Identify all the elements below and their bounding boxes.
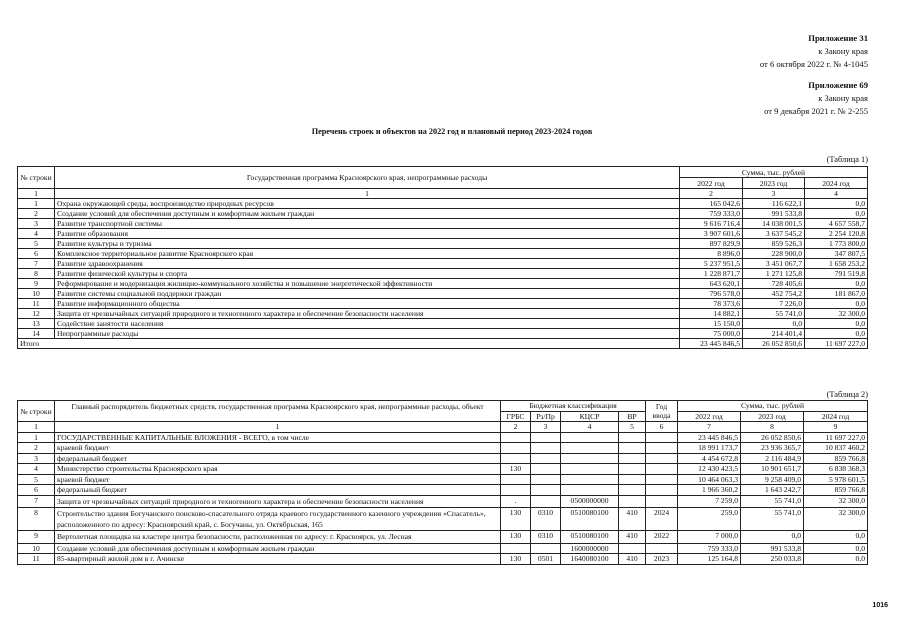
annex-69-title: Приложение 69: [808, 80, 868, 90]
table1-cell-y2022: 165 042,6: [680, 199, 743, 209]
table2-index-cell: 9: [804, 422, 868, 433]
table2-cell-n: 6: [18, 485, 55, 496]
table2-row: [18, 508, 868, 531]
table1-row: [18, 239, 868, 249]
table1-cell-n: 11: [18, 299, 55, 309]
table2-cell-grbs: [501, 453, 531, 464]
table2-cell-year: 2024: [646, 508, 678, 531]
table2-cell-name: федеральный бюджет: [55, 485, 501, 496]
table2-cell-n: 8: [18, 508, 55, 531]
table1-row: [18, 259, 868, 269]
table1-cell-y2022: 78 373,6: [680, 299, 743, 309]
table1-cell-y2023: 3 637 545,2: [743, 229, 805, 239]
table1-row: [18, 309, 868, 319]
table2-cell-grbs: [501, 543, 531, 554]
table2-cell-grbs: 130: [501, 508, 531, 531]
table2-cell-y2023: 0,0: [741, 531, 804, 544]
table2-row: [18, 531, 868, 544]
table2-row: [18, 432, 868, 443]
table2-cell-year: 2022: [646, 531, 678, 544]
table1-row: [18, 269, 868, 279]
table1-cell-n: 8: [18, 269, 55, 279]
table1-cell-name: Создание условий для обеспечения доступным и комфортным жильем граждан: [55, 209, 680, 219]
table1-cell-y2023: 452 754,2: [743, 289, 805, 299]
table1-cell-y2022: 15 150,0: [680, 319, 743, 329]
table2-header-num: № строки: [18, 401, 55, 422]
table2-cell-y2023: 2 116 484,9: [741, 453, 804, 464]
table1-cell-y2022: 75 000,0: [680, 329, 743, 339]
table1-cell-name: Развитие системы социальной поддержки граждан: [55, 289, 680, 299]
table1-cell-y2024: 181 867,0: [805, 289, 868, 299]
table2-cell-name: краевой бюджет: [55, 474, 501, 485]
table2-row: [18, 443, 868, 454]
table2-cell-year: [646, 453, 678, 464]
table1-header-num: № строки: [18, 167, 55, 189]
table1-cell-y2023: 7 226,0: [743, 299, 805, 309]
table2-index-cell: 2: [501, 422, 531, 433]
table2-row: [18, 485, 868, 496]
table1-index-cell: 4: [805, 189, 868, 199]
table1-row: [18, 299, 868, 309]
table2-cell-y2022: 1 966 360,2: [678, 485, 741, 496]
table1-cell-y2023: 1 271 125,8: [743, 269, 805, 279]
table2-index-cell: 1: [55, 422, 501, 433]
table2-cell-kcsr: 0510080100: [561, 508, 619, 531]
table2-cell-name: 85-квартирный жилой дом в г. Ачинске: [55, 554, 501, 565]
table2-cell-rzpr: 0310: [531, 508, 561, 531]
table2-cell-name: краевой бюджет: [55, 443, 501, 454]
table2-header-rzpr: Рз/Пр: [531, 411, 561, 422]
table2-cell-y2023: 9 258 409,0: [741, 474, 804, 485]
table1-total-row: [18, 339, 868, 349]
table1-total-y2023: 26 052 850,6: [743, 339, 805, 349]
table1-cell-n: 13: [18, 319, 55, 329]
table2-index-cell: 6: [646, 422, 678, 433]
table1-cell-n: 9: [18, 279, 55, 289]
table1-caption: (Таблица 1): [826, 155, 868, 164]
table2-cell-rzpr: [531, 453, 561, 464]
table2-cell-n: 3: [18, 453, 55, 464]
table2-cell-y2023: 23 936 365,7: [741, 443, 804, 454]
table1-cell-name: Развитие здравоохранения: [55, 259, 680, 269]
table2-row: [18, 495, 868, 508]
table2-cell-name: Строительство здания Богучанского поисково-спасательного отряда краевого государственного казенного учреждения «Спасатель», расположенного по адресу: Красноярский край, с. Богучаны, ул. Октябрьская, 165: [55, 508, 501, 531]
table2-cell-year: [646, 432, 678, 443]
table2-cell-vr: [619, 432, 646, 443]
table2-cell-y2024: 32 300,0: [804, 495, 868, 508]
table1-cell-y2024: 0,0: [805, 279, 868, 289]
annex-69-header: [764, 79, 868, 118]
table1-row: [18, 279, 868, 289]
table2-cell-y2022: 759 333,0: [678, 543, 741, 554]
document-title: Перечень строек и объектов на 2022 год и плановый период 2023-2024 годов: [311, 127, 593, 136]
table1-row: [18, 249, 868, 259]
table2-cell-grbs: [501, 443, 531, 454]
table1-cell-n: 5: [18, 239, 55, 249]
table1-cell-y2022: 759 333,0: [680, 209, 743, 219]
table1-header-amount: Сумма, тыс. рублей: [680, 167, 868, 178]
table1-cell-n: 7: [18, 259, 55, 269]
table2-index-cell: 4: [561, 422, 619, 433]
table2-cell-y2023: 55 741,0: [741, 495, 804, 508]
table1-cell-y2022: 5 237 951,5: [680, 259, 743, 269]
table2-cell-year: 2023: [646, 554, 678, 565]
table1-header-2024: 2024 год: [805, 178, 868, 189]
table2-cell-rzpr: [531, 495, 561, 508]
table2-cell-y2022: 12 430 423,5: [678, 464, 741, 475]
table2-cell-y2024: 5 978 601,5: [804, 474, 868, 485]
table1-cell-y2024: 2 254 120,8: [805, 229, 868, 239]
table2-cell-y2024: 859 766,8: [804, 485, 868, 496]
table1-cell-n: 6: [18, 249, 55, 259]
table2-cell-name: Создание условий для обеспечения доступным и комфортным жильем граждан: [55, 543, 501, 554]
table1: [17, 166, 868, 349]
table1-cell-name: Охрана окружающей среды, воспроизводство природных ресурсов: [55, 199, 680, 209]
table2-cell-grbs: [501, 474, 531, 485]
table1-cell-y2023: 991 533,8: [743, 209, 805, 219]
table2-cell-year: [646, 474, 678, 485]
table1-cell-y2023: 14 038 001,5: [743, 219, 805, 229]
table1-cell-name: Непрограммные расходы: [55, 329, 680, 339]
table1-cell-name: Развитие культуры и туризма: [55, 239, 680, 249]
table2-header-2024: 2024 год: [804, 411, 868, 422]
table1-cell-y2022: 897 829,9: [680, 239, 743, 249]
table1-cell-y2024: 791 519,8: [805, 269, 868, 279]
table2-cell-kcsr: [561, 432, 619, 443]
table2-cell-y2023: 26 052 850,6: [741, 432, 804, 443]
table2-cell-kcsr: [561, 443, 619, 454]
table1-cell-n: 12: [18, 309, 55, 319]
table1-header-program: Государственная программа Красноярского края, непрограммные расходы: [55, 167, 680, 189]
table1-total-y2022: 23 445 846,5: [680, 339, 743, 349]
table1-index-cell: 3: [743, 189, 805, 199]
table2-header-2022: 2022 год: [678, 411, 741, 422]
table1-cell-y2023: 728 405,6: [743, 279, 805, 289]
table2-cell-year: [646, 464, 678, 475]
table2-index-cell: 5: [619, 422, 646, 433]
table2-cell-n: 4: [18, 464, 55, 475]
table2-cell-year: [646, 443, 678, 454]
table2-cell-y2022: 7 259,0: [678, 495, 741, 508]
table1-row: [18, 289, 868, 299]
table2-cell-vr: [619, 464, 646, 475]
table2-cell-rzpr: 0501: [531, 554, 561, 565]
annex-31-line1: к Закону края: [818, 46, 868, 56]
table1-row: [18, 329, 868, 339]
table1-cell-y2024: 1 658 253,2: [805, 259, 868, 269]
table1-row: [18, 219, 868, 229]
table2-cell-n: 1: [18, 432, 55, 443]
table2-header-2023: 2023 год: [741, 411, 804, 422]
table2-cell-y2024: 859 766,8: [804, 453, 868, 464]
table2-cell-kcsr: [561, 474, 619, 485]
table2-row: [18, 543, 868, 554]
table1-cell-n: 2: [18, 209, 55, 219]
table2-cell-name: Вертолетная площадка на кластере центра безопасности, расположенная по адресу: г. Красноярск, ул. Лесная: [55, 531, 501, 544]
table2-cell-year: [646, 543, 678, 554]
table1-cell-name: Развитие физической культуры и спорта: [55, 269, 680, 279]
table2-cell-y2024: 0,0: [804, 554, 868, 565]
table1-cell-y2024: 0,0: [805, 209, 868, 219]
table2-cell-y2023: 10 901 651,7: [741, 464, 804, 475]
annex-31-line2: от 6 октября 2022 г. № 4-1045: [759, 59, 868, 69]
table2-cell-name: ГОСУДАРСТВЕННЫЕ КАПИТАЛЬНЫЕ ВЛОЖЕНИЯ - ВСЕГО, в том числе: [55, 432, 501, 443]
table2-cell-vr: [619, 485, 646, 496]
table2-cell-kcsr: 1600000000: [561, 543, 619, 554]
table2-cell-n: 11: [18, 554, 55, 565]
table1-header-2023: 2023 год: [743, 178, 805, 189]
table1-cell-y2024: 1 773 800,0: [805, 239, 868, 249]
table2-cell-y2024: 0,0: [804, 531, 868, 544]
table2-cell-kcsr: 0500000000: [561, 495, 619, 508]
table2-cell-vr: [619, 453, 646, 464]
table1-total-y2024: 11 697 227,0: [805, 339, 868, 349]
table2-row: [18, 453, 868, 464]
table1-cell-name: Содействие занятости населения: [55, 319, 680, 329]
table2-cell-grbs: 130: [501, 554, 531, 565]
table1-cell-name: Развитие информационного общества: [55, 299, 680, 309]
table2-index-cell: 7: [678, 422, 741, 433]
table1-cell-y2023: 0,0: [743, 319, 805, 329]
table2-cell-rzpr: 0310: [531, 531, 561, 544]
table1-cell-y2022: 9 616 716,4: [680, 219, 743, 229]
table2-cell-y2024: 11 697 227,0: [804, 432, 868, 443]
table2-cell-rzpr: [531, 543, 561, 554]
table2-cell-vr: 410: [619, 554, 646, 565]
table2-cell-rzpr: [531, 485, 561, 496]
table2-cell-y2022: 7 000,0: [678, 531, 741, 544]
table2-cell-y2023: 991 533,8: [741, 543, 804, 554]
table1-index-cell: 2: [680, 189, 743, 199]
table1-cell-y2024: 0,0: [805, 329, 868, 339]
table1-header-2022: 2022 год: [680, 178, 743, 189]
table2-cell-name: Министерство строительства Красноярского края: [55, 464, 501, 475]
table1-cell-name: Развитие образования: [55, 229, 680, 239]
table2-cell-kcsr: 0510080100: [561, 531, 619, 544]
table1-cell-n: 10: [18, 289, 55, 299]
table2-header-amount: Сумма, тыс. рублей: [678, 401, 868, 412]
table2-cell-n: 10: [18, 543, 55, 554]
table1-cell-y2024: 4 657 558,7: [805, 219, 868, 229]
table1-cell-y2024: 0,0: [805, 299, 868, 309]
table2-header-grbs: ГРБС: [501, 411, 531, 422]
table2-cell-n: 2: [18, 443, 55, 454]
table2-cell-vr: [619, 474, 646, 485]
table1-index-cell: 1: [18, 189, 55, 199]
table1-cell-n: 14: [18, 329, 55, 339]
table2-cell-year: [646, 495, 678, 508]
table1-cell-y2022: 3 907 601,6: [680, 229, 743, 239]
table2-cell-y2022: 18 991 173,7: [678, 443, 741, 454]
table1-row: [18, 319, 868, 329]
table2-cell-kcsr: [561, 464, 619, 475]
table2-cell-y2023: 250 033,8: [741, 554, 804, 565]
table2-cell-y2022: 10 464 063,3: [678, 474, 741, 485]
table1-cell-y2023: 55 741,0: [743, 309, 805, 319]
annex-31-title: Приложение 31: [808, 33, 868, 43]
table2-cell-kcsr: [561, 453, 619, 464]
table2-cell-y2022: 4 454 672,8: [678, 453, 741, 464]
table2-index-cell: 1: [18, 422, 55, 433]
annex-69-line2: от 9 декабря 2021 г. № 2-255: [764, 106, 868, 116]
table2-header-year-intro: Год ввода: [646, 401, 678, 422]
table2-cell-y2024: 10 837 460,2: [804, 443, 868, 454]
page-number: 1016: [872, 602, 888, 609]
table2-header-name: Главный распорядитель бюджетных средств, государственная программа Красноярского края, непрограммные расходы, объект: [55, 401, 501, 422]
table2-header-kcsr: КЦСР: [561, 411, 619, 422]
table2-cell-y2023: 1 643 242,7: [741, 485, 804, 496]
table2-cell-vr: [619, 543, 646, 554]
table2-caption: (Таблица 2): [826, 390, 868, 399]
table2-cell-year: [646, 485, 678, 496]
table2-cell-grbs: .: [501, 495, 531, 508]
table2-cell-grbs: 130: [501, 531, 531, 544]
table1-index-cell: 1: [55, 189, 680, 199]
table1-cell-y2022: 8 896,0: [680, 249, 743, 259]
table1-cell-name: Комплексное территориальное развитие Красноярского края: [55, 249, 680, 259]
table1-total-label: Итого: [18, 339, 680, 349]
table1-cell-y2022: 643 620,1: [680, 279, 743, 289]
table2-cell-y2023: 55 741,0: [741, 508, 804, 531]
table1-cell-y2023: 116 622,1: [743, 199, 805, 209]
table2-cell-n: 7: [18, 495, 55, 508]
table1-cell-y2024: 347 807,5: [805, 249, 868, 259]
table2-cell-rzpr: [531, 474, 561, 485]
table1-cell-y2023: 214 401,4: [743, 329, 805, 339]
table1-cell-n: 4: [18, 229, 55, 239]
table2-cell-y2022: 23 445 846,5: [678, 432, 741, 443]
table1-cell-y2023: 859 526,3: [743, 239, 805, 249]
table2-cell-y2022: 259,0: [678, 508, 741, 531]
annex-31-header: [760, 32, 868, 71]
table1-cell-y2024: 32 300,0: [805, 309, 868, 319]
table1-row: [18, 229, 868, 239]
table2-cell-y2022: 125 164,8: [678, 554, 741, 565]
table1-cell-y2022: 796 578,0: [680, 289, 743, 299]
annex-69-line1: к Закону края: [818, 93, 868, 103]
table2-cell-rzpr: [531, 443, 561, 454]
table1-cell-y2022: 14 882,1: [680, 309, 743, 319]
table2-cell-rzpr: [531, 432, 561, 443]
table2-cell-vr: 410: [619, 531, 646, 544]
table2-cell-y2024: 0,0: [804, 543, 868, 554]
table1-cell-y2024: 0,0: [805, 199, 868, 209]
table1-cell-y2023: 3 451 067,7: [743, 259, 805, 269]
table2-cell-kcsr: [561, 485, 619, 496]
table2-cell-grbs: [501, 432, 531, 443]
table2-index-row: [18, 422, 868, 433]
table2-cell-vr: [619, 495, 646, 508]
table2-cell-n: 5: [18, 474, 55, 485]
table1-cell-y2022: 1 228 871,7: [680, 269, 743, 279]
table2-cell-rzpr: [531, 464, 561, 475]
table2-cell-name: Защита от чрезвычайных ситуаций природного и техногенного характера и обеспечение безопасности населения: [55, 495, 501, 508]
table2-cell-grbs: [501, 485, 531, 496]
table2-cell-y2024: 6 838 368,3: [804, 464, 868, 475]
table1-cell-name: Реформирование и модернизация жилищно-коммунального хозяйства и повышение энергетической эффективности: [55, 279, 680, 289]
table2-cell-name: федеральный бюджет: [55, 453, 501, 464]
table2-cell-y2024: 32 300,0: [804, 508, 868, 531]
table2-header-vr: ВР: [619, 411, 646, 422]
table2-cell-vr: 410: [619, 508, 646, 531]
table1-cell-name: Развитие транспортной системы: [55, 219, 680, 229]
table2-header-budget-class: Бюджетная классификация: [501, 401, 646, 412]
table1-index-row: [18, 189, 868, 199]
table2-index-cell: 3: [531, 422, 561, 433]
table2-row: [18, 464, 868, 475]
table1-cell-y2024: 0,0: [805, 319, 868, 329]
table1-cell-n: 1: [18, 199, 55, 209]
table1-row: [18, 209, 868, 219]
table1-row: [18, 199, 868, 209]
table2: [17, 400, 868, 565]
table1-cell-y2023: 228 900,0: [743, 249, 805, 259]
table2-index-cell: 8: [741, 422, 804, 433]
table1-cell-n: 3: [18, 219, 55, 229]
table2-cell-kcsr: 1640080100: [561, 554, 619, 565]
table1-cell-name: Защита от чрезвычайных ситуаций природного и техногенного характера и обеспечение безопасности населения: [55, 309, 680, 319]
table2-cell-vr: [619, 443, 646, 454]
table2-row: [18, 554, 868, 565]
table2-row: [18, 474, 868, 485]
table2-cell-grbs: 130: [501, 464, 531, 475]
table2-cell-n: 9: [18, 531, 55, 544]
